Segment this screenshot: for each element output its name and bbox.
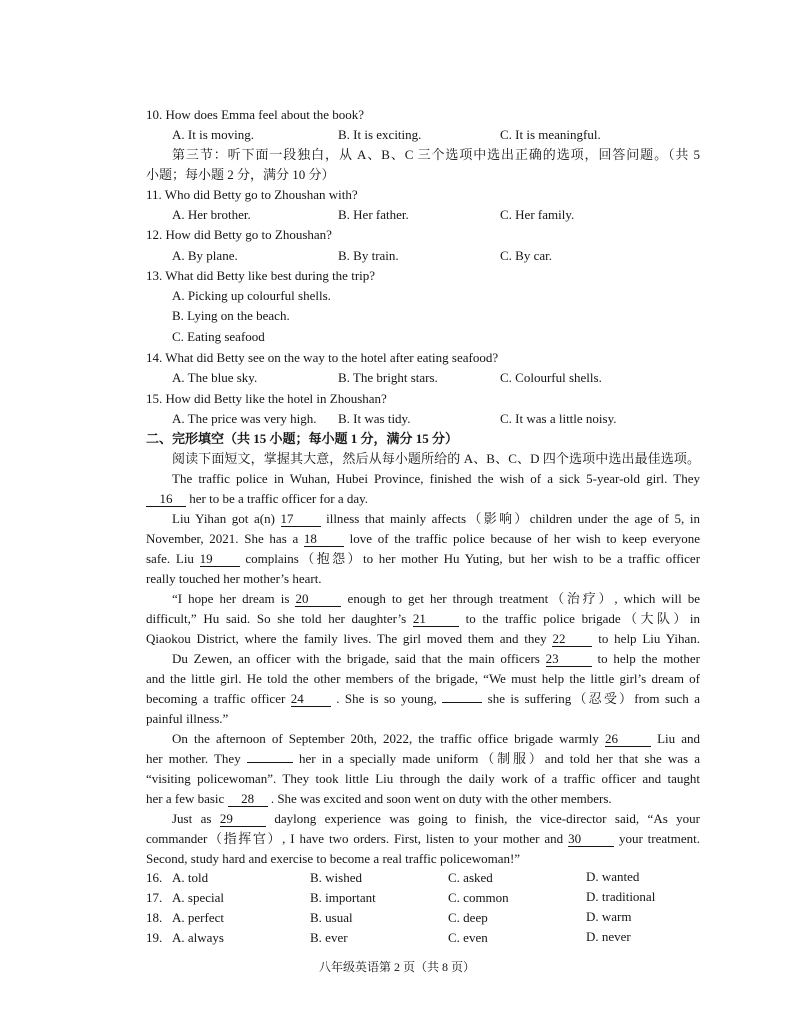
question-number: 17. [146,890,163,905]
passage-line [146,491,368,507]
option-a: A. special [172,890,224,905]
passage-text: her in a specially made uniform（制服）and told her that she was a [298,751,701,766]
option-d: D. wanted [586,869,640,884]
section-heading: 第三节：听下面一段独白，从 A、B、C 三个选项中选出正确的选项，回答问题。（共 5 [172,147,700,162]
option-a: A. It is moving. [172,127,254,142]
option-a: A. perfect [172,910,224,925]
option-a: A. told [172,870,209,885]
blank-20: 20 [295,592,341,607]
passage-text: illness that mainly affects（影响）children under the age of 5, in [326,511,701,526]
option-a: A. Her brother. [172,207,251,222]
question-11 [146,187,358,203]
option-b: B. By train. [338,248,399,263]
question-10 [146,107,364,123]
option-c: C. even [448,930,488,945]
option-b: B. It was tidy. [338,411,411,426]
question-number: 15. [146,391,163,406]
passage-text: safe. Liu [146,551,194,566]
passage-text: she is suffering（忍受）from such a [487,691,701,706]
question-text: Who did Betty go to Zhoushan with? [164,187,358,202]
passage-text: . She is so young, [336,691,437,706]
blank-26: 26 [605,732,651,747]
passage-line [172,511,700,527]
passage-line [146,611,700,627]
passage-line [172,811,700,827]
option-c: C. It is meaningful. [500,127,601,142]
passage-text: to the traffic police brigade（大队）in [465,611,700,626]
blank-22: 22 [552,632,592,647]
question-number: 14. [146,350,163,365]
option-c: C. deep [448,910,488,925]
page-footer: 八年级英语第 2 页（共 8 页） [318,960,475,974]
passage-line [172,591,700,607]
question-number: 10. [146,107,163,122]
passage-text: to help the mother [597,651,701,666]
option-b: B. usual [310,910,353,925]
option-c: C. By car. [500,248,552,263]
passage-text: daylong experience was going to finish, the vice-director said, “As your [274,811,701,826]
option-c: C. Her family. [500,207,575,222]
passage-text: “I hope her dream is [172,591,290,606]
question-text: How did Betty go to Zhoushan? [165,227,332,242]
passage-line: really touched her mother’s heart. [146,571,322,586]
option-a: A. The price was very high. [172,411,317,426]
cloze-heading: 二、完形填空（共 15 小题；每小题 1 分，满分 15 分） [146,431,459,446]
option-c: C. Eating seafood [172,329,265,344]
option-d: D. never [586,929,631,944]
passage-text: Qiaokou District, where the family lives. The girl moved them and they [146,631,547,646]
passage-text: your treatment. [618,831,701,846]
passage-text: to help Liu Yihan. [598,631,701,646]
passage-text: commander（指挥官）, I have two orders. First, listen to your mother and [146,831,564,846]
passage-line [172,651,700,667]
question-15 [146,391,387,407]
passage-line [146,791,612,807]
blank-29: 29 [220,812,266,827]
passage-line [172,731,700,747]
option-a: A. Picking up colourful shells. [172,288,331,303]
option-c: C. Colourful shells. [500,370,602,385]
passage-text: Liu and [657,731,701,746]
passage-text: Liu Yihan got a(n) [172,511,275,526]
cloze-instruction: 阅读下面短文，掌握其大意，然后从每小题所给的 A、B、C、D 四个选项中选出最佳选项。 [172,451,700,466]
question-number: 12. [146,227,163,242]
question-text: How did Betty like the hotel in Zhoushan? [165,391,387,406]
option-row-18 [146,910,162,926]
passage-text: becoming a traffic officer [146,691,286,706]
blank-27 [247,762,293,763]
passage-line: Second, study hard and exercise to become a real traffic policewoman!” [146,851,521,866]
passage-text: her mother. They [146,751,241,766]
option-b: B. Her father. [338,207,409,222]
question-12 [146,227,332,243]
blank-21: 21 [413,612,459,627]
option-b: B. The bright stars. [338,370,438,385]
option-row-17 [146,890,162,906]
option-row-19 [146,930,162,946]
question-number: 19. [146,930,163,945]
option-row-16 [146,870,162,886]
question-text: How does Emma feel about the book? [165,107,365,122]
passage-text: On the afternoon of September 20th, 2022, the traffic office brigade warmly [172,731,599,746]
blank-19: 19 [200,552,240,567]
passage-text: difficult,” Hu said. So she told her daughter’s [146,611,407,626]
option-a: A. By plane. [172,248,238,263]
option-b: B. important [310,890,376,905]
blank-17: 17 [281,512,321,527]
question-text: What did Betty see on the way to the hotel after eating seafood? [165,350,499,365]
option-a: A. The blue sky. [172,370,258,385]
question-number: 11. [146,187,162,202]
section-heading-cont: 小题；每小题 2 分，满分 10 分） [146,167,335,182]
passage-text: enough to get her through treatment（治疗）, which will be [347,591,701,606]
passage-text: . She was excited and soon went on duty with the other members. [270,791,612,806]
passage-text: her to be a traffic officer for a day. [189,491,369,506]
option-b: B. It is exciting. [338,127,422,142]
blank-25 [442,702,482,703]
passage-line [146,631,700,647]
question-13 [146,268,375,284]
option-b: B. ever [310,930,348,945]
passage-line [146,531,700,547]
option-c: C. asked [448,870,493,885]
passage-line: and the little girl. He told the other members of the brigade, “We must help the little girl’s dream of [146,671,700,686]
passage-text: November, 2021. She has a [146,531,299,546]
passage-line [146,551,700,567]
passage-text: Just as [172,811,212,826]
passage-text: love of the traffic police because of her wish to keep everyone [349,531,701,546]
blank-30: 30 [568,832,614,847]
blank-16: 16 [146,492,186,507]
option-c: C. It was a little noisy. [500,411,617,426]
passage-line [146,751,700,767]
passage-text: her a few basic [146,791,225,806]
option-a: A. always [172,930,224,945]
blank-24: 24 [291,692,331,707]
question-number: 13. [146,268,163,283]
blank-23: 23 [546,652,592,667]
option-b: B. wished [310,870,362,885]
blank-28: 28 [228,792,268,807]
passage-line: painful illness.” [146,711,229,726]
question-text: What did Betty like best during the trip? [165,268,376,283]
passage-line: “visiting policewoman”. They took little Liu through the daily work of a traffic officer and taught [146,771,700,786]
question-14 [146,350,498,366]
question-number: 16. [146,870,163,885]
blank-18: 18 [304,532,344,547]
option-b: B. Lying on the beach. [172,308,290,323]
passage-text: Du Zewen, an officer with the brigade, said that the main officers [172,651,540,666]
option-d: D. warm [586,909,632,924]
passage-line: The traffic police in Wuhan, Hubei Province, finished the wish of a sick 5-year-old girl. They [172,471,700,486]
passage-line [146,831,700,847]
option-c: C. common [448,890,509,905]
question-number: 18. [146,910,163,925]
passage-text: complains（抱怨）to her mother Hu Yuting, but her wish to be a traffic officer [245,551,701,566]
passage-line [146,691,700,707]
option-d: D. traditional [586,889,656,904]
